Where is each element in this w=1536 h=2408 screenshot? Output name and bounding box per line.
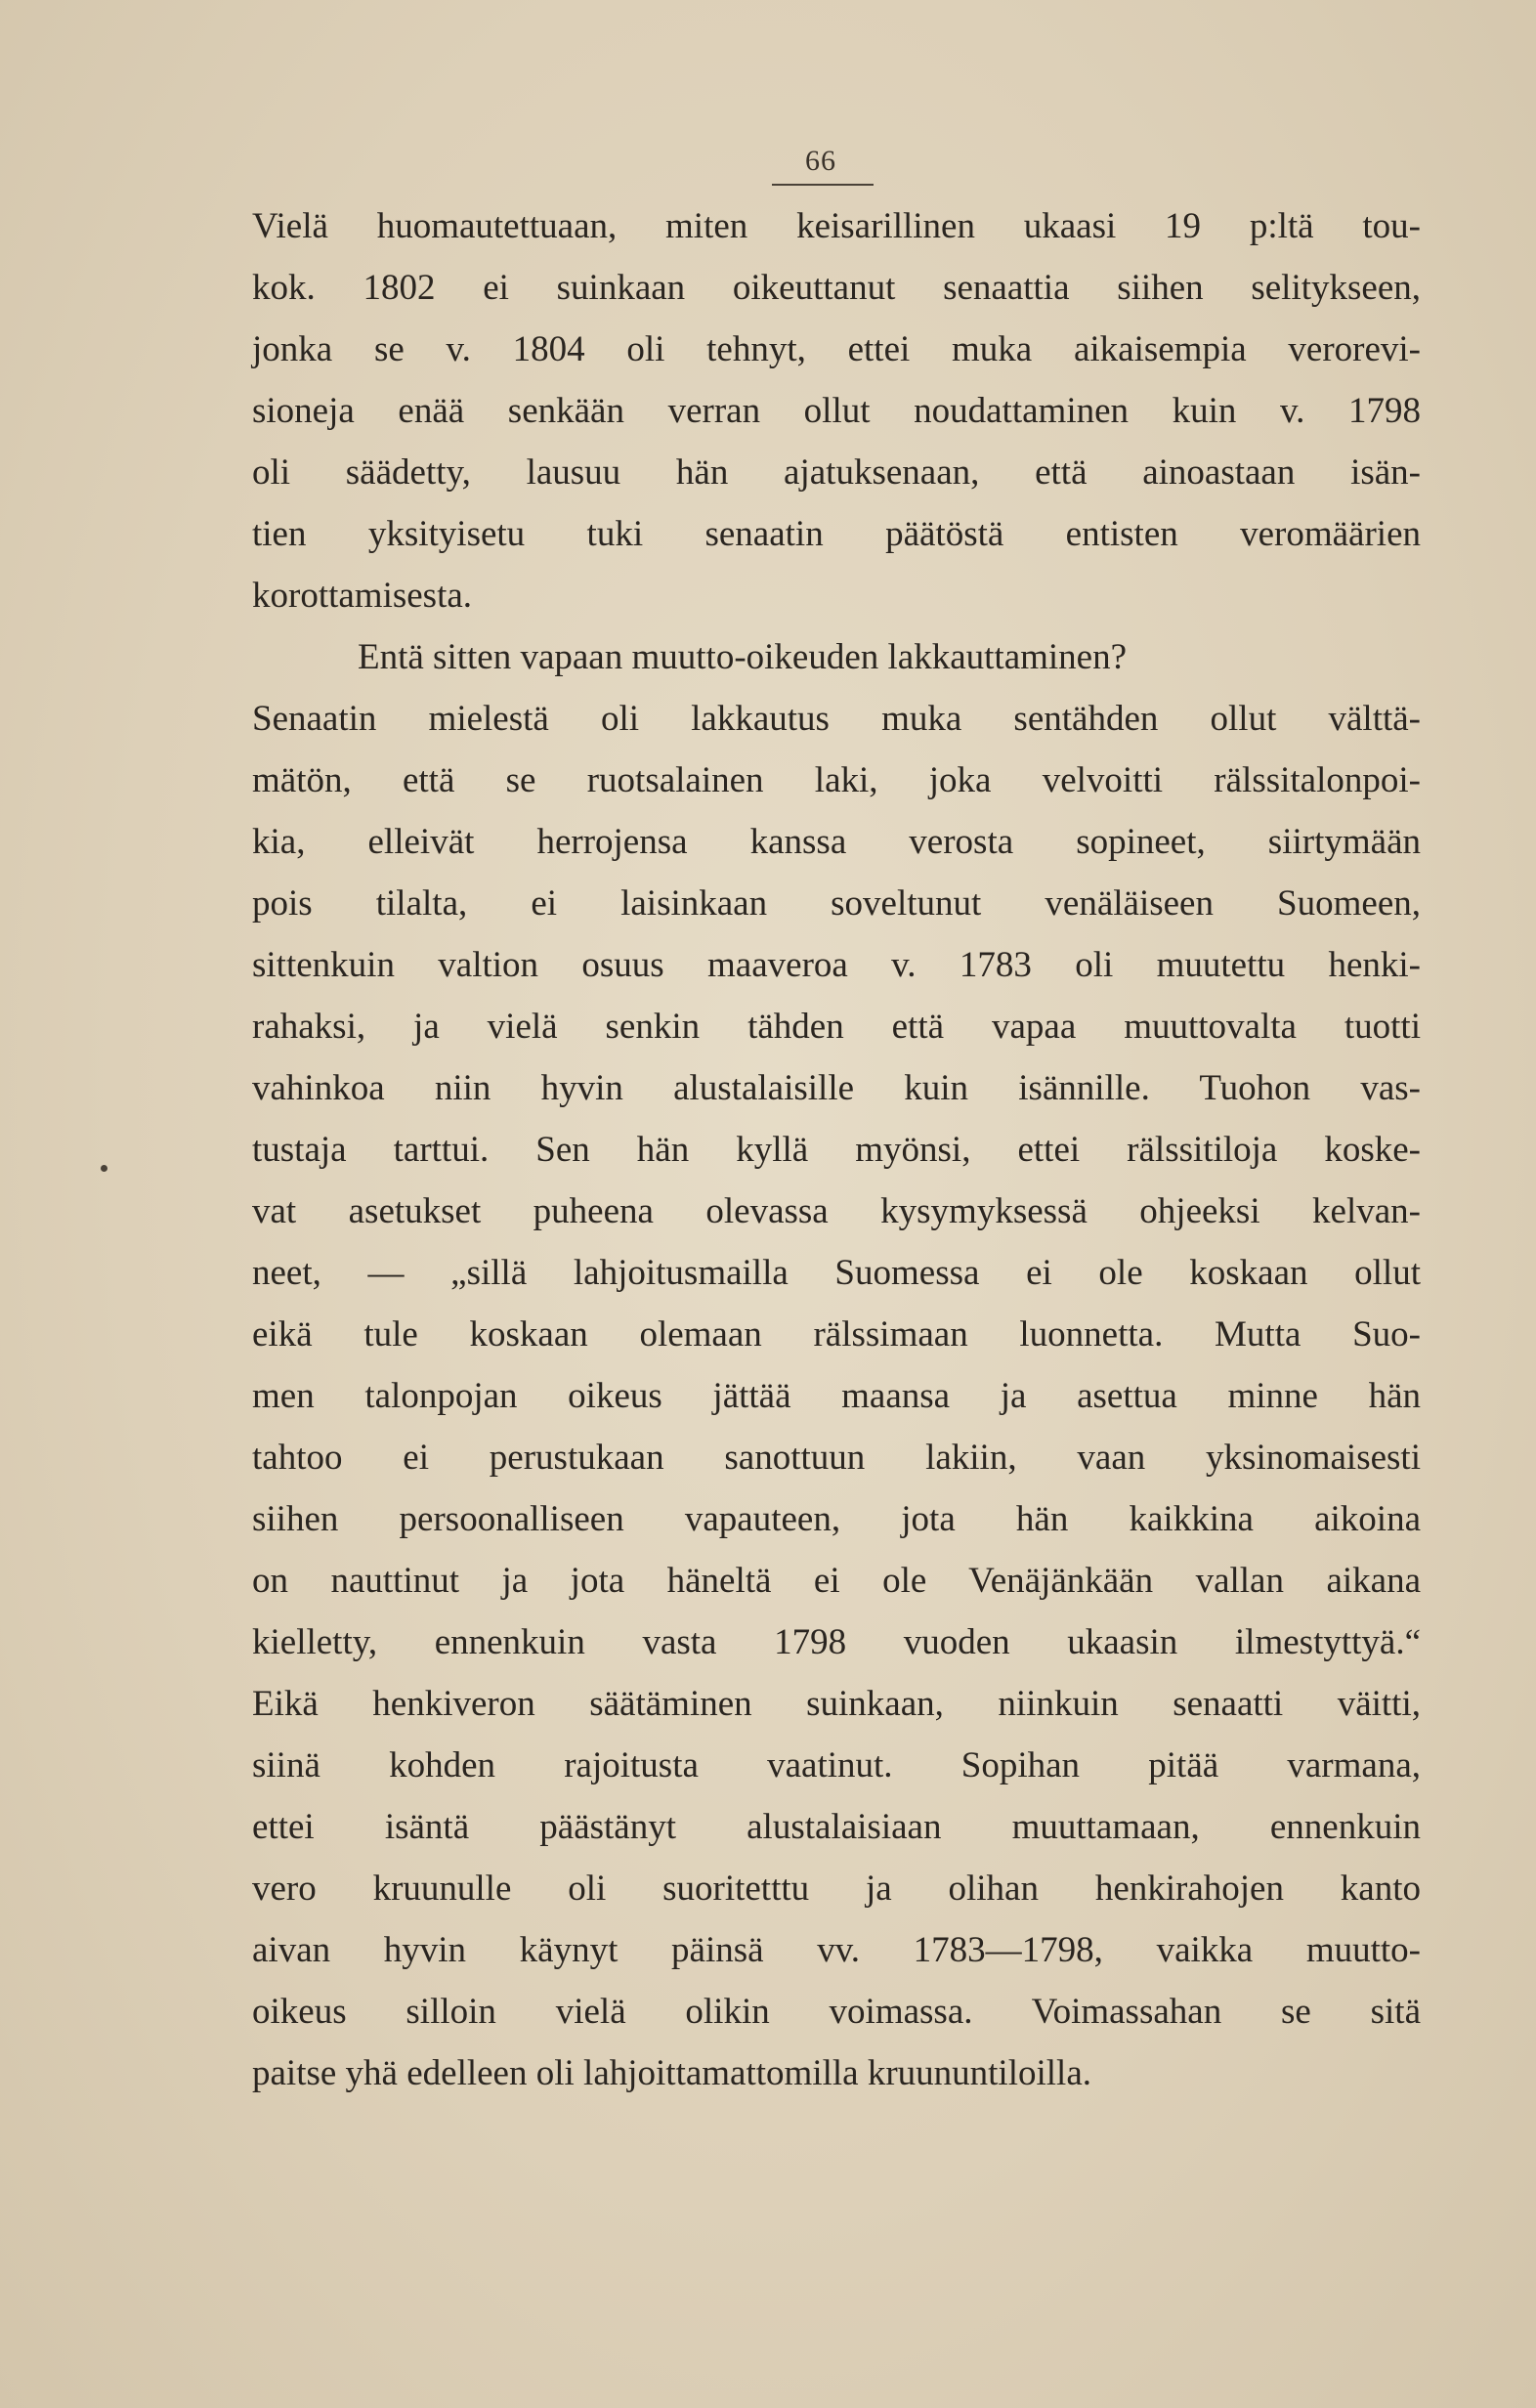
text-line: vat asetukset puheena olevassa kysymyksessä ohjeeksi kelvan- [252,1191,1421,1231]
text-line: tien yksityisetu tuki senaatin päätöstä entisten veromäärien [252,514,1421,554]
text-line: neet, — „sillä lahjoitusmailla Suomessa ei ole koskaan ollut [252,1253,1421,1293]
text-line: eikä tule koskaan olemaan rälssimaan luonnetta. Mutta Suo- [252,1314,1421,1354]
text-line: sittenkuin valtion osuus maaveroa v. 1783 oli muutettu henki- [252,945,1421,985]
text-line: paitse yhä edelleen oli lahjoittamattomilla kruununtiloilla. [252,2053,1092,2093]
margin-mark [101,1165,107,1172]
text-line: men talonpojan oikeus jättää maansa ja asettua minne hän [252,1376,1421,1416]
page-number-rule [772,184,874,186]
text-line: oikeus silloin vielä olikin voimassa. Voimassahan se sitä [252,1992,1421,2032]
text-line: korottamisesta. [252,576,473,616]
text-line: on nauttinut ja jota häneltä ei ole Venäjänkään vallan aikana [252,1561,1421,1601]
text-line: siihen persoonalliseen vapauteen, jota hän kaikkina aikoina [252,1499,1421,1539]
text-line: Entä sitten vapaan muutto-oikeuden lakkauttaminen? [358,637,1128,677]
text-line: Senaatin mielestä oli lakkautus muka sentähden ollut välttä- [252,699,1421,739]
text-line: Eikä henkiveron säätäminen suinkaan, niinkuin senaatti väitti, [252,1684,1421,1724]
text-line: aivan hyvin käynyt päinsä vv. 1783—1798, vaikka muutto- [252,1930,1421,1970]
body-text [252,195,1421,2104]
text-line: oli säädetty, lausuu hän ajatuksenaan, että ainoastaan isän- [252,452,1421,493]
text-line: mätön, että se ruotsalainen laki, joka velvoitti rälssitalonpoi- [252,760,1421,800]
text-line: tustaja tarttui. Sen hän kyllä myönsi, ettei rälssitiloja koske- [252,1130,1421,1170]
text-line: siinä kohden rajoitusta vaatinut. Sopihan pitää varmana, [252,1745,1421,1785]
text-line: sioneja enää senkään verran ollut noudattaminen kuin v. 1798 [252,391,1421,431]
text-line: vero kruunulle oli suoritetttu ja olihan henkirahojen kanto [252,1869,1421,1909]
text-line: kia, elleivät herrojensa kanssa verosta sopineet, siirtymään [252,822,1421,862]
text-line: Vielä huomautettuaan, miten keisarillinen ukaasi 19 p:ltä tou- [252,206,1421,246]
text-line: kielletty, ennenkuin vasta 1798 vuoden ukaasin ilmestyttyä.“ [252,1622,1421,1662]
text-line: kok. 1802 ei suinkaan oikeuttanut senaattia siihen selitykseen, [252,268,1421,308]
text-line: pois tilalta, ei laisinkaan soveltunut venäläiseen Suomeen, [252,883,1421,924]
text-line: rahaksi, ja vielä senkin tähden että vapaa muuttovalta tuotti [252,1007,1421,1047]
page-number: 66 [805,145,836,177]
text-line: vahinkoa niin hyvin alustalaisille kuin isännille. Tuohon vas- [252,1068,1421,1108]
text-line: jonka se v. 1804 oli tehnyt, ettei muka aikaisempia verorevi- [252,329,1421,369]
text-line: tahtoo ei perustukaan sanottuun lakiin, vaan yksinomaisesti [252,1438,1421,1478]
text-line: ettei isäntä päästänyt alustalaisiaan muuttamaan, ennenkuin [252,1807,1421,1847]
